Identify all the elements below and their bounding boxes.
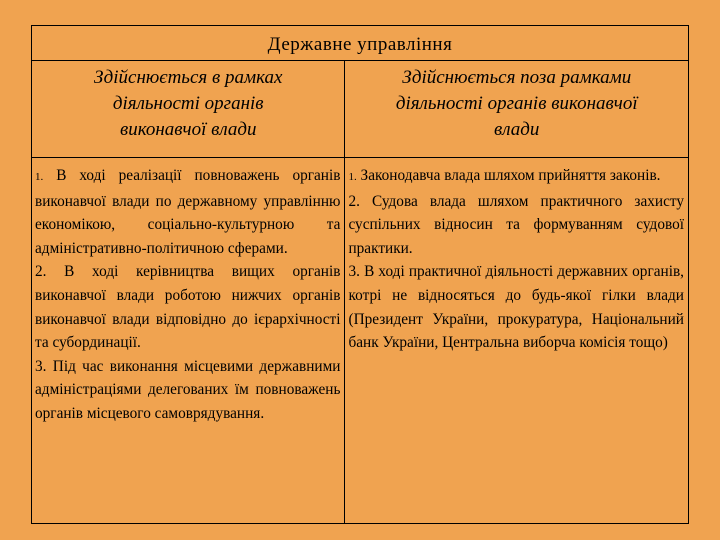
left-heading-line: виконавчої влади (119, 119, 257, 140)
item-text: В ході реалізації повноважень органів виконавчої влади по державному управлінню економікою, соціально-культурною та адміністративно-політичною сферами. (35, 167, 341, 257)
list-item (348, 164, 684, 190)
table-title: Державне управління (267, 34, 453, 55)
list-item: 2. Судова влада шляхом практичного захисту суспільних відносин та формуванням судової практики. (348, 192, 684, 257)
list-item: 3. В ході практичної діяльності державних органів, котрі не відносяться до будь-якої гілки влади (Президент України, прокуратура, Національний банк України, Центральна виборча комісія тощо) (348, 263, 684, 352)
left-heading-line: Здійснюється в рамках (94, 67, 283, 88)
left-column-body (32, 158, 345, 524)
item-number: 1. (35, 171, 44, 183)
item-number: 1. (348, 171, 357, 183)
list-item: 2. В ході керівництва вищих органів виконавчої влади роботою нижчих органів виконавчої влади відповідно до ієрархічності та субординації. (35, 263, 341, 352)
right-heading-line: діяльності органів виконавчої (395, 93, 638, 114)
list-item: 3. Під час виконання місцевими державними адміністраціями делегованих їм повноважень органів місцевого самоврядування. (35, 357, 341, 422)
left-column-heading (32, 61, 345, 158)
table-title-cell (32, 26, 689, 61)
item-text: Законодавча влада шляхом прийняття законів. (356, 167, 661, 184)
right-heading-line: влади (494, 119, 540, 140)
right-column-body (345, 158, 689, 524)
right-column-heading (345, 61, 689, 158)
left-heading-line: діяльності органів (112, 93, 264, 114)
list-item (35, 164, 340, 260)
right-heading-line: Здійснюється поза рамками (402, 67, 632, 88)
governance-table (31, 25, 689, 524)
